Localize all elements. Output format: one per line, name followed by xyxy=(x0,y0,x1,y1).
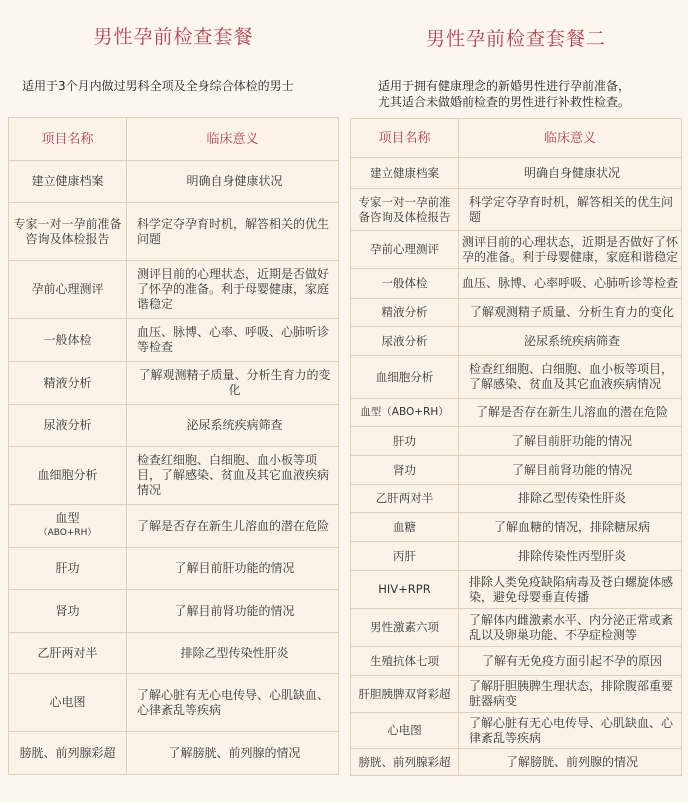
item-meaning: 检查红细胞、白细胞、血小板等项目，了解感染、贫血及其它血液疾病情况 xyxy=(459,356,682,399)
item-meaning: 了解是否存在新生儿溶血的潜在危险 xyxy=(459,399,682,427)
description-line-1: 适用于拥有健康理念的新婚男性进行孕前准备， xyxy=(378,79,631,93)
item-name: 一般体检 xyxy=(9,319,127,362)
table-row xyxy=(351,356,682,399)
item-meaning: 排除人类免疫缺陷病毒及苍白螺旋体感染，避免母婴垂直传播 xyxy=(459,571,682,609)
package-two-description xyxy=(378,78,680,110)
item-name: 血糖 xyxy=(351,513,459,542)
item-name: 精液分析 xyxy=(9,362,127,405)
table-row xyxy=(351,399,682,427)
item-meaning: 了解膀胱、前列腺的情况 xyxy=(127,732,339,775)
item-meaning: 测评目前的心理状态，近期是否做好了怀孕的准备。利于母婴健康，家庭谐稳定 xyxy=(127,261,339,319)
column-header-meaning: 临床意义 xyxy=(459,119,682,158)
table-row xyxy=(351,456,682,485)
item-name-sub: （ABO+RH） xyxy=(38,528,97,538)
table-row xyxy=(351,749,682,776)
description-line-2: 尤其适合未做婚前检查的男性进行补救性检查。 xyxy=(378,95,631,109)
item-name: 血型（ABO+RH） xyxy=(351,399,459,427)
item-meaning: 明确自身健康状况 xyxy=(459,158,682,189)
item-meaning: 了解目前肾功能的情况 xyxy=(459,456,682,485)
table-row xyxy=(351,609,682,647)
item-meaning: 了解心脏有无心电传导、心肌缺血、心律紊乱等疾病 xyxy=(127,674,339,732)
item-meaning: 了解目前肝功能的情况 xyxy=(459,427,682,456)
item-meaning: 排除乙型传染性肝炎 xyxy=(459,485,682,513)
table-row xyxy=(351,231,682,269)
item-meaning: 血压、脉博、心率、呼吸、心肺听诊等检查 xyxy=(127,319,339,362)
item-name: 心电图 xyxy=(9,674,127,732)
item-name: 肝功 xyxy=(351,427,459,456)
item-meaning: 了解肝胆胰脾生理状态，排除腹部重要脏器病变 xyxy=(459,676,682,713)
table-row xyxy=(351,485,682,513)
item-meaning: 了解体内雌激素水平、内分泌正常或紊乱以及卵巢功能、不孕症检测等 xyxy=(459,609,682,647)
table-row xyxy=(9,633,339,674)
item-name: 生殖抗体七项 xyxy=(351,647,459,676)
table-row xyxy=(9,548,339,590)
table-row xyxy=(9,362,339,405)
item-name: 血细胞分析 xyxy=(351,356,459,399)
column-header-item: 项目名称 xyxy=(351,119,459,158)
package-one-table xyxy=(8,117,339,775)
table-row xyxy=(9,732,339,775)
item-name: 建立健康档案 xyxy=(9,161,127,203)
item-name: 肝胆胰脾双肾彩超 xyxy=(351,676,459,713)
item-name: 肝功 xyxy=(9,548,127,590)
item-meaning: 了解膀胱、前列腺的情况 xyxy=(459,749,682,776)
item-name: 尿液分析 xyxy=(9,405,127,447)
item-name: 一般体检 xyxy=(351,269,459,299)
item-name: 膀胱、前列腺彩超 xyxy=(9,732,127,775)
table-row xyxy=(351,542,682,571)
item-name: 精液分析 xyxy=(351,299,459,327)
item-meaning: 科学定夺孕育时机，解答相关的优生问题 xyxy=(127,203,339,261)
item-meaning: 了解观测精子质量、分析生育力的变化 xyxy=(127,362,339,405)
package-one-title: 男性孕前检查套餐 xyxy=(93,26,254,48)
item-name: 膀胱、前列腺彩超 xyxy=(351,749,459,776)
item-name: 心电图 xyxy=(351,713,459,749)
table-row xyxy=(351,571,682,609)
table-row xyxy=(9,505,339,548)
item-meaning: 了解血糖的情况，排除糖尿病 xyxy=(459,513,682,542)
table-row xyxy=(351,299,682,327)
item-meaning: 科学定夺孕育时机，解答相关的优生问题 xyxy=(459,189,682,231)
table-row xyxy=(351,189,682,231)
item-meaning: 了解观测精子质量、分析生育力的变化 xyxy=(459,299,682,327)
item-name: 肾功 xyxy=(9,590,127,633)
package-two-table xyxy=(350,118,682,776)
item-meaning: 了解是否存在新生儿溶血的潜在危险 xyxy=(127,505,339,548)
table-row xyxy=(351,427,682,456)
table-row xyxy=(351,647,682,676)
table-row xyxy=(351,676,682,713)
column-header-meaning: 临床意义 xyxy=(127,118,339,161)
item-name: 专家一对一孕前准备咨询及体检报告 xyxy=(351,189,459,231)
table-row xyxy=(9,161,339,203)
item-meaning: 泌尿系统疾病筛查 xyxy=(459,327,682,356)
table-row xyxy=(351,158,682,189)
item-name: 孕前心理测评 xyxy=(9,261,127,319)
item-name-cell xyxy=(9,505,127,548)
table-row xyxy=(9,319,339,362)
item-name: 乙肝两对半 xyxy=(351,485,459,513)
item-meaning: 了解目前肝功能的情况 xyxy=(127,548,339,590)
table-row xyxy=(9,447,339,505)
package-one-description: 适用于3个月内做过男科全项及全身综合体检的男士 xyxy=(22,79,294,93)
table-row xyxy=(351,713,682,749)
table-row xyxy=(9,261,339,319)
item-name: 丙肝 xyxy=(351,542,459,571)
item-name: 乙肝两对半 xyxy=(9,633,127,674)
table-row xyxy=(351,327,682,356)
table-header-row xyxy=(9,118,339,161)
table-row xyxy=(9,405,339,447)
item-meaning: 测评目前的心理状态，近期是否做好了怀孕的准备。利于母婴健康，家庭和谐稳定 xyxy=(459,231,682,269)
item-meaning: 排除传染性丙型肝炎 xyxy=(459,542,682,571)
item-name: 孕前心理测评 xyxy=(351,231,459,269)
item-meaning: 血压、脉博、心率呼吸、心肺听诊等检查 xyxy=(459,269,682,299)
column-header-item: 项目名称 xyxy=(9,118,127,161)
item-name: 专家一对一孕前准备咨询及体检报告 xyxy=(9,203,127,261)
item-name: 血型 xyxy=(55,511,80,525)
item-name: 建立健康档案 xyxy=(351,158,459,189)
item-meaning: 明确自身健康状况 xyxy=(127,161,339,203)
item-name: 血细胞分析 xyxy=(9,447,127,505)
table-row xyxy=(9,674,339,732)
item-meaning: 检查红细胞、白细胞、血小板等项目，了解感染、贫血及其它血液疾病情况 xyxy=(127,447,339,505)
table-row xyxy=(351,269,682,299)
package-two-title: 男性孕前检查套餐二 xyxy=(425,28,606,50)
item-name: 尿液分析 xyxy=(351,327,459,356)
item-name: 肾功 xyxy=(351,456,459,485)
item-meaning: 了解目前肾功能的情况 xyxy=(127,590,339,633)
table-header-row xyxy=(351,119,682,158)
table-row xyxy=(9,590,339,633)
item-meaning: 排除乙型传染性肝炎 xyxy=(127,633,339,674)
item-meaning: 泌尿系统疾病筛查 xyxy=(127,405,339,447)
item-meaning: 了解心脏有无心电传导、心肌缺血、心律紊乱等疾病 xyxy=(459,713,682,749)
table-row xyxy=(351,513,682,542)
item-name: HIV+RPR xyxy=(351,571,459,609)
item-meaning: 了解有无免疫方面引起不孕的原因 xyxy=(459,647,682,676)
item-name: 男性激素六项 xyxy=(351,609,459,647)
table-row xyxy=(9,203,339,261)
